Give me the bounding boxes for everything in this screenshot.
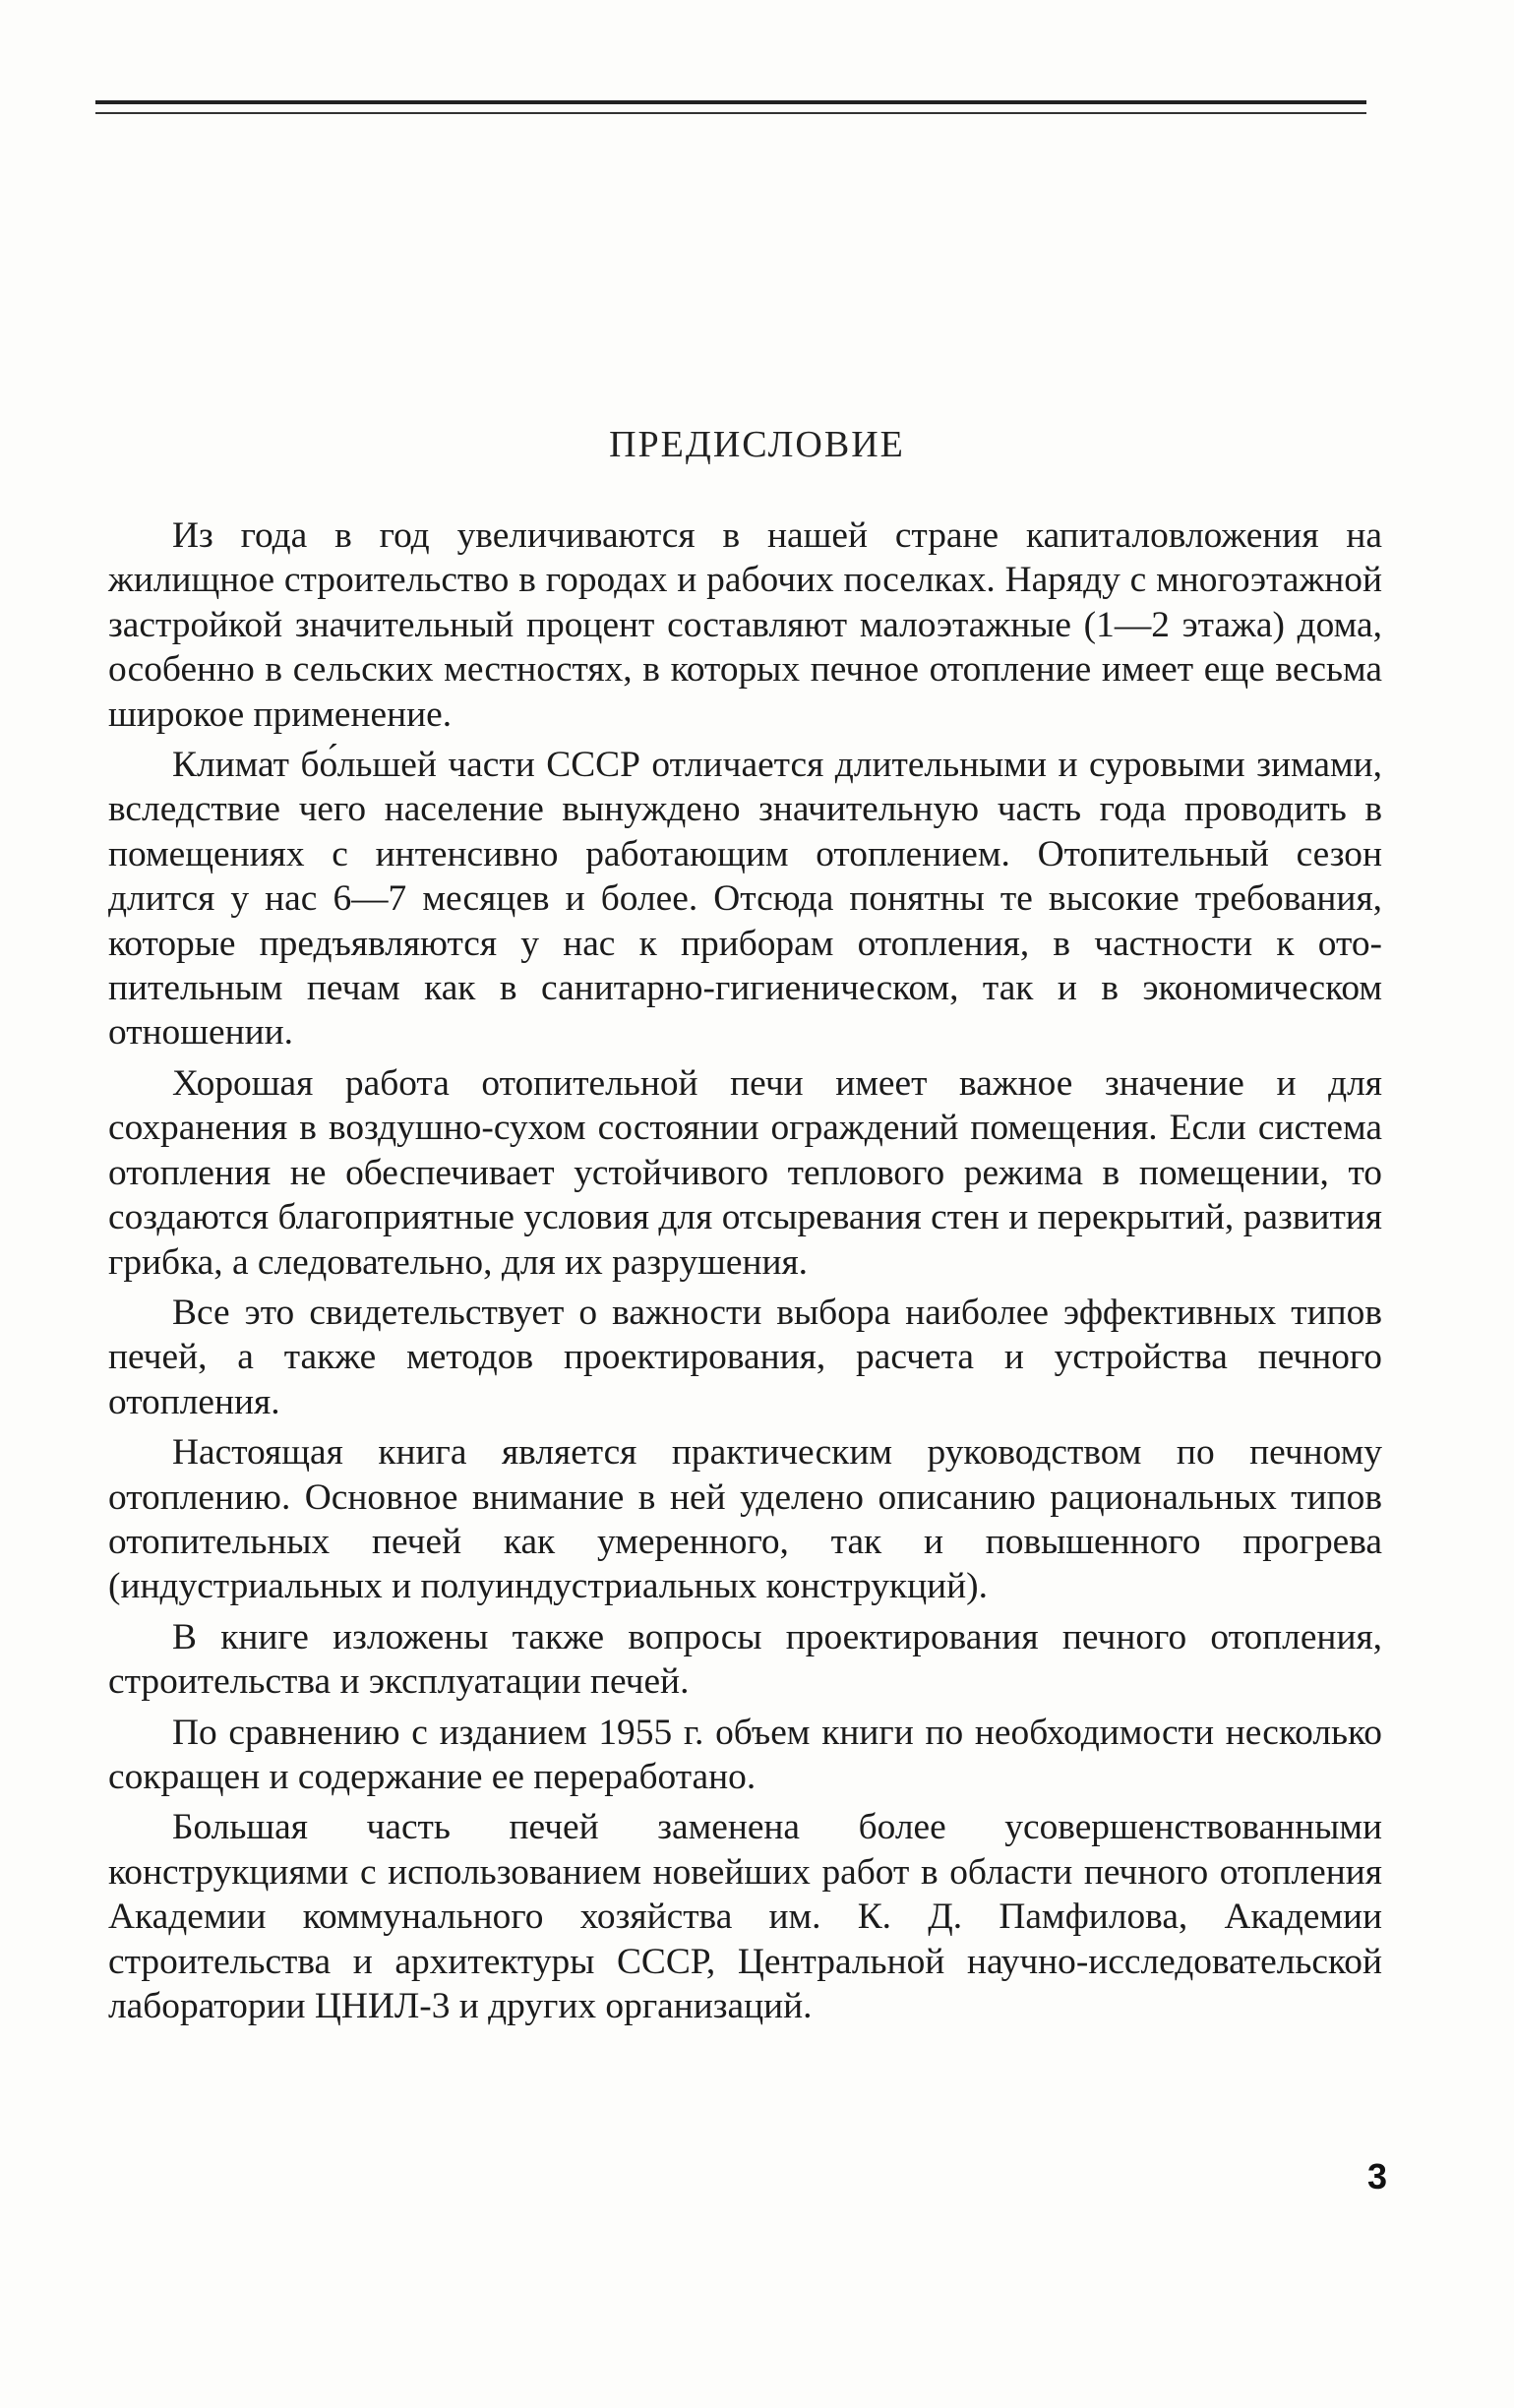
paragraph-1: Из года в год увеличиваются в нашей стране капиталовложения на жилищное строительство в городах и рабочих поселках. Наряду с многоэтажной застройкой значительный процент составляют малоэтажные (1—2 этажа) дома, особенно в сельских местностях, в которых печное отопление имеет еще весьма широкое применение. [108, 515, 1382, 735]
page-number: 3 [1366, 2156, 1387, 2197]
paragraph-8: Большая часть печей заменена более усовершенствованными конструкциями с использованием новейших работ в области печного отопления Академии коммунального хозяйства им. К. Д. Памфилова, Академии строительства и архитектуры СССР, Центральной научно-исследовательской лаборатории ЦНИЛ-3 и других организаций. [108, 1807, 1382, 2026]
page-title: ПРЕДИСЛОВИЕ [609, 424, 905, 465]
paragraph-5: Настоящая книга является практическим руководством по печному отоплению. Основное внимание в ней уделено описанию рациональных типов отопительных печей как умеренного, так и повышенного прогрева (индустриальных и полуиндустриальных конструкций). [108, 1432, 1382, 1607]
paragraph-2: Климат бо́льшей части СССР отличается длительными и суровыми зимами, вследствие чего население вынуждено значительную часть года проводить в помещениях с интенсивно работающим отоплением. Отопительный сезон длится у нас 6—7 месяцев и более. Отсюда понятны те высокие требования, которые предъявляются у нас к приборам отопления, в частности к отопительным печам как в санитарно-гигиеническом, так и в экономическом отношении. [108, 745, 1382, 1054]
header-rule-thick [95, 100, 1366, 104]
paragraph-3: Хорошая работа отопительной печи имеет важное значение и для сохранения в воздушно-сухом состоянии ограждений помещения. Если система отопления не обеспечивает устойчивого теплового режима в помещении, то создаются благоприятные условия для отсыревания стен и перекрытий, развития грибка, а следовательно, для их разрушения. [108, 1062, 1382, 1283]
paragraph-7: По сравнению с изданием 1955 г. объем книги по необходимости несколько сокращен и содержание ее переработано. [108, 1712, 1382, 1797]
paragraph-6: В книге изложены также вопросы проектирования печного отопления, строительства и эксплуатации печей. [108, 1616, 1382, 1703]
paragraph-4: Все это свидетельствует о важности выбора наиболее эффективных типов печей, а также методов проектирования, расчета и устройства печного отопления. [108, 1292, 1382, 1422]
preface-text [108, 513, 1382, 2034]
header-rule-thin [95, 112, 1366, 114]
